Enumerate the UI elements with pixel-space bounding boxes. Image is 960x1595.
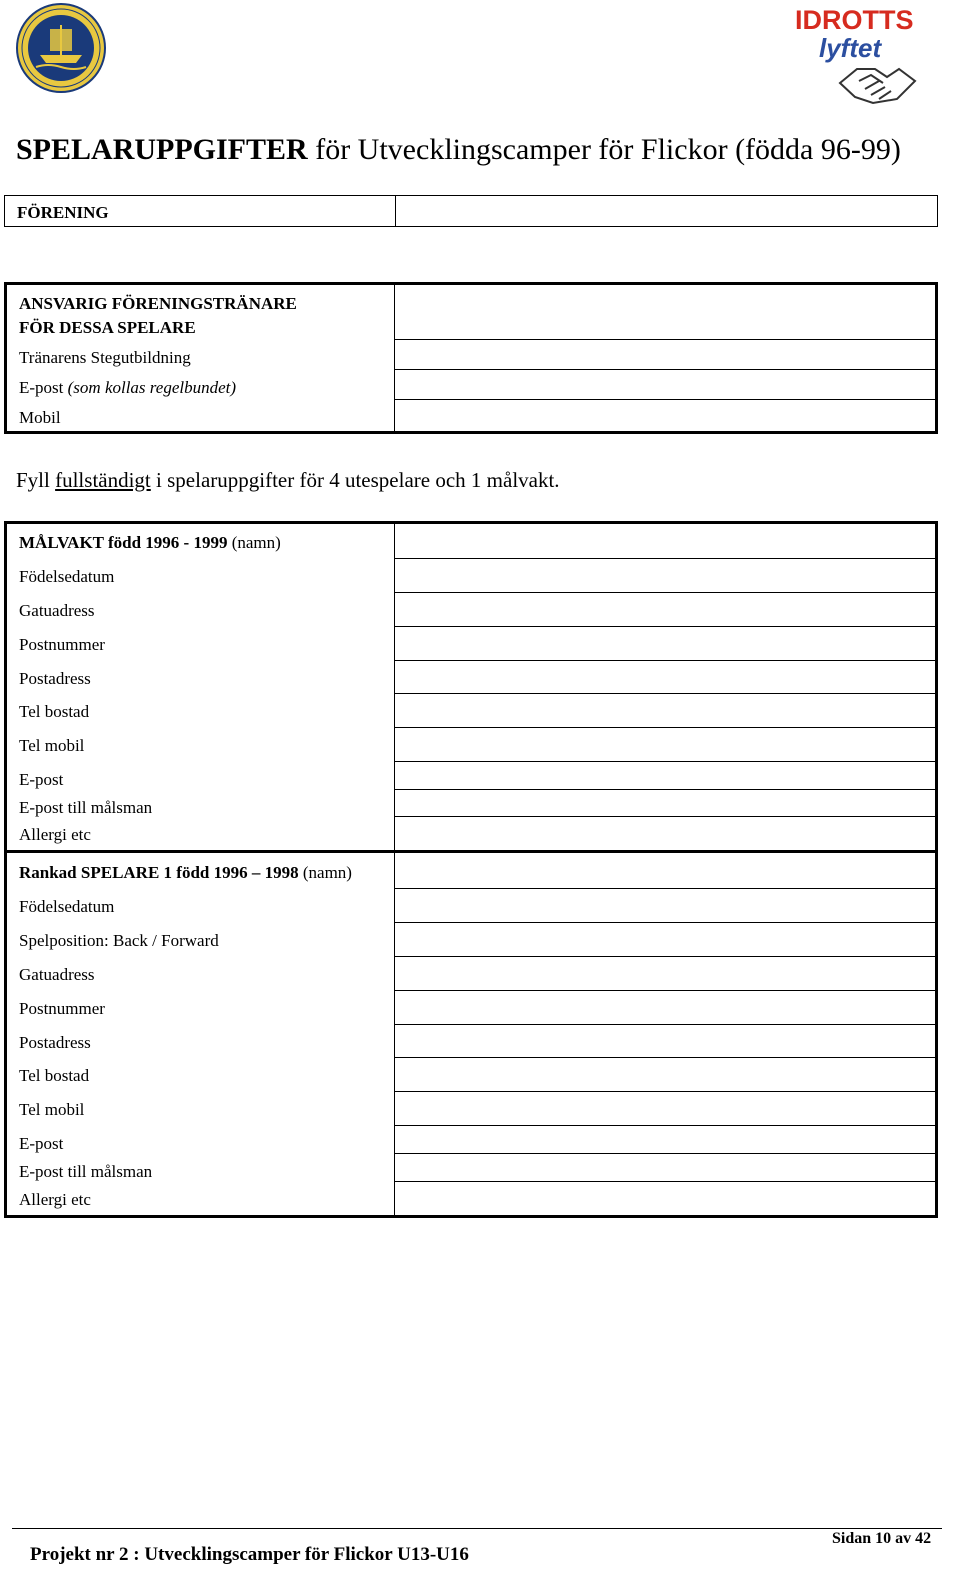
goalkeeper-field-label: Födelsedatum	[19, 567, 115, 586]
forening-input[interactable]	[396, 196, 937, 226]
player1-field-label: Gatuadress	[19, 965, 95, 984]
instruction-note: Fyll fullständigt i spelaruppgifter för 4 utespelare och 1 målvakt.	[16, 468, 560, 492]
goalkeeper-field-label: Gatuadress	[19, 601, 95, 620]
player1-inputs[interactable]	[395, 853, 935, 1215]
forening-label: FÖRENING	[17, 203, 109, 222]
coach-epost-label: E-post (som kollas regelbundet)	[19, 378, 237, 397]
goalkeeper-field-label: Tel mobil	[19, 736, 85, 755]
goalkeeper-field-label: Postadress	[19, 669, 91, 688]
coach-mobil-input[interactable]	[395, 400, 935, 431]
coach-label-line2: FÖR DESSA SPELARE	[19, 318, 196, 337]
footer-divider	[12, 1528, 942, 1529]
coach-label-line1: ANSVARIG FÖRENINGSTRÄNARE	[19, 294, 297, 313]
player1-field-label: Postnummer	[19, 999, 105, 1018]
goalkeeper-field-label: Postnummer	[19, 635, 105, 654]
coach-mobil-label: Mobil	[19, 408, 61, 427]
idrottslyftet-logo	[795, 3, 945, 108]
player1-field-label: Spelposition: Back / Forward	[19, 931, 219, 950]
player1-field-label: Tel bostad	[19, 1066, 90, 1085]
player1-field-label: E-post till målsman	[19, 1162, 153, 1181]
svg-text:IDROTTS: IDROTTS	[795, 5, 914, 35]
goalkeeper-field-label: Allergi etc	[19, 825, 91, 844]
player1-field-label: Tel mobil	[19, 1100, 85, 1119]
goalkeeper-inputs[interactable]	[395, 524, 935, 850]
coach-epost-input[interactable]	[395, 370, 935, 399]
footer-project: Projekt nr 2 : Utvecklingscamper för Flickor U13-U16	[30, 1544, 469, 1565]
goalkeeper-field-label: E-post	[19, 770, 64, 789]
player1-field-label: Allergi etc	[19, 1190, 91, 1209]
forening-table	[4, 195, 938, 227]
players-table	[4, 521, 938, 1218]
player1-field-label: Födelsedatum	[19, 897, 115, 916]
coach-table	[4, 282, 938, 434]
player1-field-label: Postadress	[19, 1033, 91, 1052]
goalkeeper-heading: MÅLVAKT född 1996 - 1999 (namn)	[19, 533, 281, 552]
goalkeeper-field-label: E-post till målsman	[19, 798, 153, 817]
coach-name-input[interactable]	[395, 285, 935, 339]
footer-page-number: Sidan 10 av 42	[832, 1530, 932, 1547]
hockey-federation-logo	[14, 3, 108, 93]
player1-field-label: E-post	[19, 1134, 64, 1153]
page-title: SPELARUPPGIFTER för Utvecklingscamper för Flickor (födda 96-99)	[16, 133, 901, 166]
coach-stegutbildning-input[interactable]	[395, 340, 935, 369]
goalkeeper-field-label: Tel bostad	[19, 702, 90, 721]
coach-stegutbildning-label: Tränarens Stegutbildning	[19, 348, 191, 367]
svg-text:lyftet: lyftet	[819, 33, 882, 63]
player1-heading: Rankad SPELARE 1 född 1996 – 1998 (namn)	[19, 863, 352, 882]
